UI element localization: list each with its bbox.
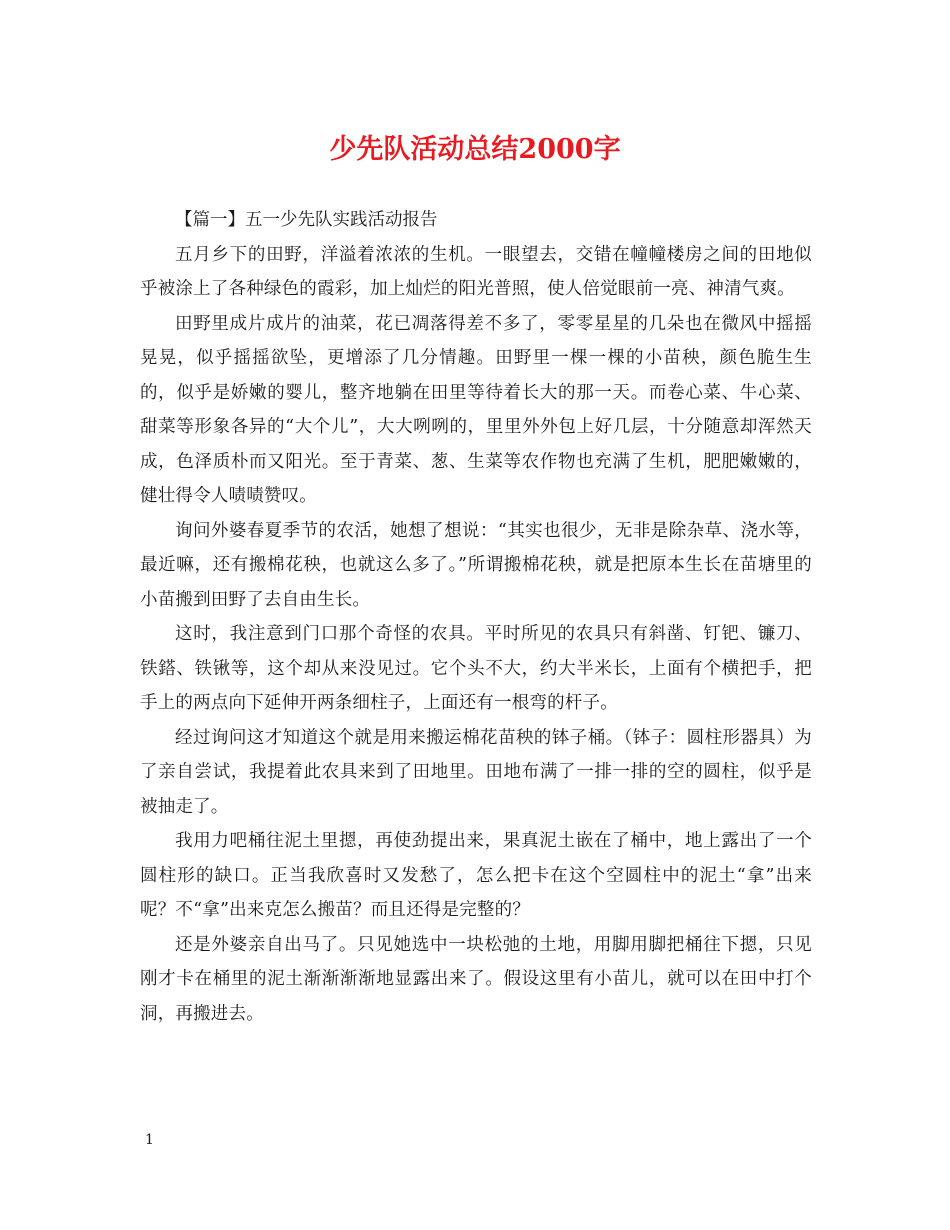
page-number: 1 xyxy=(145,1132,154,1148)
paragraph-1: 五月乡下的田野，洋溢着浓浓的生机。一眼望去，交错在幢幢楼房之间的田地似乎被涂上了各种绿色的霞彩，加上灿烂的阳光普照，使人倍觉眼前一亮、神清气爽。 xyxy=(140,244,812,299)
paragraph-4: 这时，我注意到门口那个奇怪的农具。平时所见的农具只有斜凿、钉钯、镰刀、铁鎝、铁锹等，这个却从来没见过。它个头不大，约大半米长，上面有个横把手，把手上的两点向下延伸开两条细柱子，上面还有一根弯的杆子。 xyxy=(140,624,812,713)
document-title: 少先队活动总结2000字 xyxy=(329,134,621,165)
paragraph-2: 田野里成片成片的油菜，花已凋落得差不多了，零零星星的几朵也在微风中摇摇晃晃，似乎摇摇欲坠，更增添了几分情趣。田野里一棵一棵的小苗秧，颜色脆生生的，似乎是娇嫩的婴儿，整齐地躺在田里等待着长大的那一天。而卷心菜、牛心菜、甜菜等形象各异的“大个儿”，大大咧咧的，里里外外包上好几层，十分随意却浑然天成，色泽质朴而又阳光。至于青菜、葱、生菜等农作物也充满了生机，肥肥嫩嫩的，健壮得令人啧啧赞叹。 xyxy=(140,313,812,506)
paragraph-6: 我用力吧桶往泥土里摁，再使劲提出来，果真泥土嵌在了桶中，地上露出了一个圆柱形的缺口。正当我欣喜时又发愁了，怎么把卡在这个空圆柱中的泥土“拿”出来呢？不“拿”出来克怎么搬苗？而且还得是完整的？ xyxy=(140,831,812,920)
document-body xyxy=(140,203,812,1031)
paragraph-7: 还是外婆亲自出马了。只见她选中一块松弛的土地，用脚用脚把桶往下摁，只见刚才卡在桶里的泥土渐渐渐渐地显露出来了。假设这里有小苗儿，就可以在田中打个洞，再搬进去。 xyxy=(140,934,812,1024)
paragraph-5: 经过询问这才知道这个就是用来搬运棉花苗秧的钵子桶。（钵子：圆柱形器具）为了亲自尝试，我提着此农具来到了田地里。田地布满了一排一排的空的圆柱，似乎是被抽走了。 xyxy=(140,727,812,817)
paragraph-3: 询问外婆春夏季节的农活，她想了想说：“其实也很少，无非是除杂草、浇水等，最近嘛，还有搬棉花秧，也就这么多了。”所谓搬棉花秧，就是把原本生长在苗塘里的小苗搬到田野了去自由生长。 xyxy=(140,520,812,610)
section-heading: 【篇一】五一少先队实践活动报告 xyxy=(175,210,438,230)
